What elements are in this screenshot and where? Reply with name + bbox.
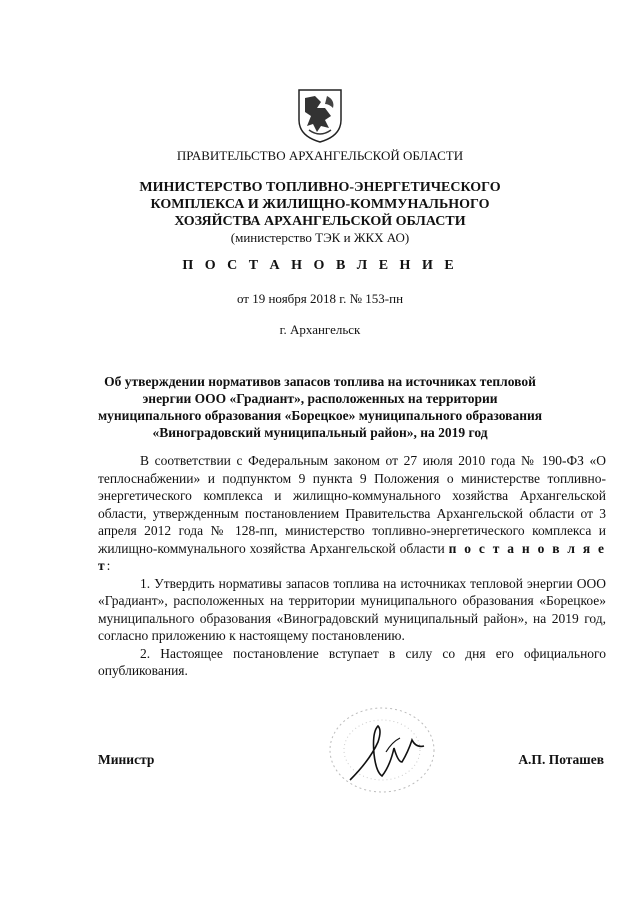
preamble-text: В соответствии с Федеральным законом от 27 июля 2010 года № 190-ФЗ «О теплоснабжении» и подпунктом 9 пункта 9 Положения о министерстве топливно-энергетического комплекса и жилищно-коммунального хозяйства Архангельской области, утвержденным постановлением Правительства Архангельской области от 3 апреля 2012 года № 128-пп, министерство топливно-энергетического комплекса и жилищно-коммунального хозяйства Архангельской области: [98, 453, 606, 556]
title-line: «Виноградовский муниципальный район», на 2019 год: [152, 425, 488, 440]
date-and-number: от 19 ноября 2018 г. № 153-пн: [236, 291, 404, 306]
preamble-paragraph: [98, 452, 606, 575]
city: г. Архангельск: [279, 322, 361, 337]
signer-role: Министр: [98, 752, 155, 767]
resolves-colon: :: [106, 558, 111, 573]
resolves-word: п о с т а н о в л я е т: [98, 540, 607, 573]
ministry-line: КОМПЛЕКСА И ЖИЛИЩНО-КОММУНАЛЬНОГО: [150, 197, 490, 212]
document-type: П О С Т А Н О В Л Е Н И Е: [182, 258, 458, 273]
item-2: 2. Настоящее постановление вступает в силу со дня его официального опубликования.: [98, 645, 606, 678]
title-line: Об утверждении нормативов запасов топлива на источниках тепловой: [104, 374, 536, 389]
signature-stamp-icon: [320, 702, 450, 812]
document-title: [0, 373, 640, 441]
title-line: энергии ООО «Градиант», расположенных на территории: [142, 391, 498, 406]
signer-name: А.П. Поташев: [518, 752, 604, 767]
document-body: [98, 452, 606, 680]
item-1: 1. Утвердить нормативы запасов топлива на источниках тепловой энергии ООО «Градиант», расположенных на территории муниципального образования «Борецкое» муниципального образования «Виноградовский муниципальный район», на 2019 год, согласно приложению к настоящему постановлению.: [98, 575, 606, 643]
coat-of-arms-icon: [291, 86, 349, 144]
ministry-line: ХОЗЯЙСТВА АРХАНГЕЛЬСКОЙ ОБЛАСТИ: [174, 214, 466, 229]
ministry-abbreviation: (министерство ТЭК и ЖКХ АО): [230, 230, 410, 245]
government-name: ПРАВИТЕЛЬСТВО АРХАНГЕЛЬСКОЙ ОБЛАСТИ: [176, 148, 464, 163]
title-line: муниципального образования «Борецкое» муниципального образования: [97, 408, 543, 423]
ministry-name: [0, 179, 640, 230]
ministry-line: МИНИСТЕРСТВО ТОПЛИВНО-ЭНЕРГЕТИЧЕСКОГО: [139, 180, 501, 195]
